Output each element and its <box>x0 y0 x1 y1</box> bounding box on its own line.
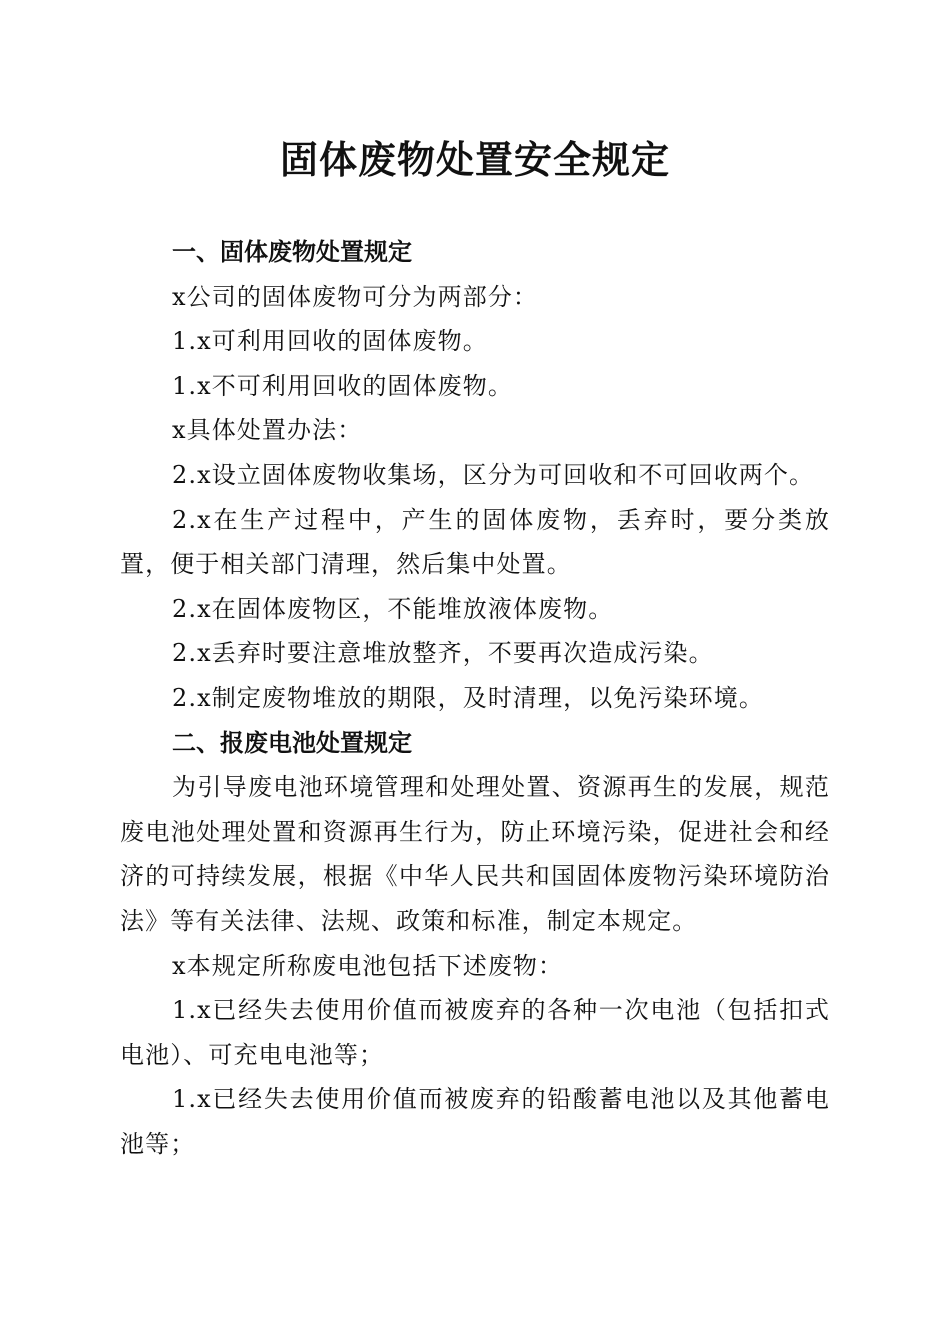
paragraph: x具体处置办法： <box>172 416 363 445</box>
section-heading: 二、报废电池处置规定 <box>172 728 412 757</box>
paragraph: 2.x在固体废物区，不能堆放液体废物。 <box>172 594 614 623</box>
paragraph: 1.x可利用回收的固体废物。 <box>172 327 488 356</box>
paragraph: 2.x丢弃时要注意堆放整齐，不要再次造成污染。 <box>172 639 714 668</box>
paragraph: 1.x已经失去使用价值而被废弃的各种一次电池（包括扣式电池）、可充电电池等； <box>120 996 830 1069</box>
document-body <box>120 230 830 1166</box>
paragraph: 为引导废电池环境管理和处理处置、资源再生的发展，规范废电池处理处置和资源再生行为，防止环境污染，促进社会和经济的可持续发展，根据《中华人民共和国固体废物污染环境防治法》等有关法律、法规、政策和标准，制定本规定。 <box>120 773 830 935</box>
paragraph: 2.x设立固体废物收集场，区分为可回收和不可回收两个。 <box>172 460 815 489</box>
paragraph: 1.x已经失去使用价值而被废弃的铅酸蓄电池以及其他蓄电池等； <box>120 1085 830 1158</box>
section-waste-battery <box>120 721 830 1167</box>
section-solid-waste <box>120 230 830 721</box>
paragraph: x本规定所称废电池包括下述废物： <box>172 951 564 980</box>
paragraph: 2.x在生产过程中，产生的固体废物，丢弃时，要分类放置，便于相关部门清理，然后集中处置。 <box>120 505 830 579</box>
section-heading: 一、固体废物处置规定 <box>172 238 412 266</box>
document-title: 固体废物处置安全规定 <box>279 137 670 182</box>
paragraph: 1.x不可利用回收的固体废物。 <box>172 371 513 400</box>
paragraph: x公司的固体废物可分为两部分： <box>172 282 539 311</box>
paragraph: 2.x制定废物堆放的期限，及时清理，以免污染环境。 <box>172 683 764 712</box>
